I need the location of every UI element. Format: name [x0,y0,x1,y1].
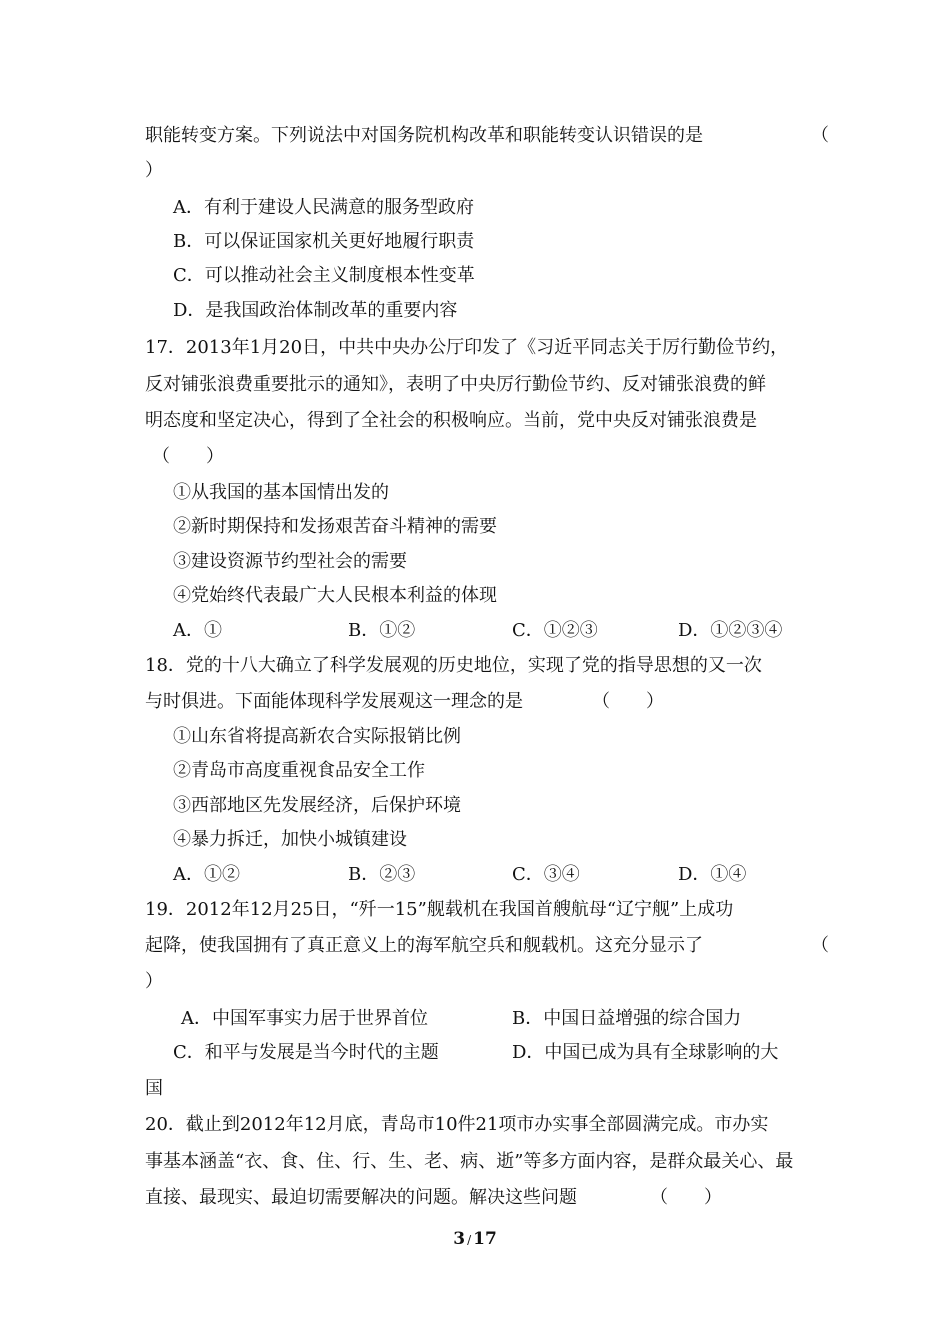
q18-stem-text: 与时俱进。下面能体现科学发展观这一理念的是 [145,691,523,712]
q18-choices-row [145,863,815,887]
q19-choice-c: C．和平与发展是当今时代的主题 [173,1042,439,1063]
q16-answer-paren-close: ） [145,160,163,181]
q19-stem-text: 起降，使我国拥有了真正意义上的海军航空兵和舰载机。这充分显示了 [145,935,703,956]
q20-stem-line-2: 事基本涵盖“衣、食、住、行、生、老、病、逝”等多方面内容，是群众最关心、最 [145,1151,794,1172]
q17-answer-paren: （ ） [152,446,224,467]
page-separator: / [467,1233,472,1247]
q17-choice-c: C．①②③ [512,620,598,641]
q20-answer-paren: （ ） [650,1187,722,1208]
q17-item-3: ③建设资源节约型社会的需要 [173,551,407,572]
q16-option-b: B．可以保证国家机关更好地履行职责 [173,231,475,252]
q17-choice-d: D．①②③④ [678,620,783,641]
q16-stem-text: 职能转变方案。下列说法中对国务院机构改革和职能转变认识错误的是 [145,125,703,146]
q19-choice-d-wrap: 国 [145,1078,163,1099]
q16-option-c: C．可以推动社会主义制度根本性变革 [173,265,475,286]
q18-answer-paren: （ ） [592,691,664,712]
q18-choice-b: B．②③ [348,864,416,885]
q20-stem-line-3 [145,1186,815,1210]
q18-item-2: ②青岛市高度重视食品安全工作 [173,760,425,781]
q19-choice-b: B．中国日益增强的综合国力 [512,1008,742,1029]
q20-stem-line-1: 20．截止到2012年12月底，青岛市10件21项市办实事全部圆满完成。市办实 [145,1114,769,1135]
q19-stem-line-1: 19．2012年12月25日，“歼一15”舰载机在我国首艘航母“辽宁舰”上成功 [145,899,734,920]
page-current: 3 [453,1229,466,1249]
q19-choices-row-1 [145,1007,815,1031]
page-total: 17 [473,1229,497,1249]
q16-option-d: D．是我国政治体制改革的重要内容 [173,300,458,321]
q18-stem-line-2 [145,690,815,714]
q19-answer-paren-open: （ [811,935,829,956]
q16-option-a: A．有利于建设人民满意的服务型政府 [173,197,474,218]
q18-stem-line-1: 18．党的十八大确立了科学发展观的历史地位，实现了党的指导思想的又一次 [145,655,762,676]
q17-stem-line-2: 反对铺张浪费重要批示的通知》，表明了中央厉行勤俭节约、反对铺张浪费的鲜 [145,374,766,395]
q17-choice-b: B．①② [348,620,416,641]
q18-item-4: ④暴力拆迁，加快小城镇建设 [173,829,407,850]
q19-answer-paren-close: ） [145,971,163,992]
q19-stem-line-2 [145,934,829,958]
q17-stem-line-1: 17．2013年1月20日，中共中央办公厅印发了《习近平同志关于厉行勤俭节约， [145,337,789,358]
q18-choice-c: C．③④ [512,864,580,885]
q19-choice-a: A．中国军事实力居于世界首位 [181,1008,428,1029]
q17-choices-row [145,619,815,643]
q16-stem-line [145,124,829,148]
page-number [0,1227,950,1252]
q20-stem-text: 直接、最现实、最迫切需要解决的问题。解决这些问题 [145,1187,577,1208]
q17-item-1: ①从我国的基本国情出发的 [173,482,389,503]
q19-choices-row-2 [145,1041,815,1065]
q18-item-1: ①山东省将提高新农合实际报销比例 [173,726,461,747]
q16-answer-paren-open: （ [811,125,829,146]
q17-item-4: ④党始终代表最广大人民根本利益的体现 [173,585,497,606]
q19-choice-d: D．中国已成为具有全球影响的大 [512,1042,779,1063]
q18-item-3: ③西部地区先发展经济，后保护环境 [173,795,461,816]
q17-stem-line-3: 明态度和坚定决心，得到了全社会的积极响应。当前，党中央反对铺张浪费是 [145,410,757,431]
q17-item-2: ②新时期保持和发扬艰苦奋斗精神的需要 [173,516,497,537]
q18-choice-a: A．①② [173,864,240,885]
q17-choice-a: A．① [173,620,222,641]
q18-choice-d: D．①④ [678,864,747,885]
